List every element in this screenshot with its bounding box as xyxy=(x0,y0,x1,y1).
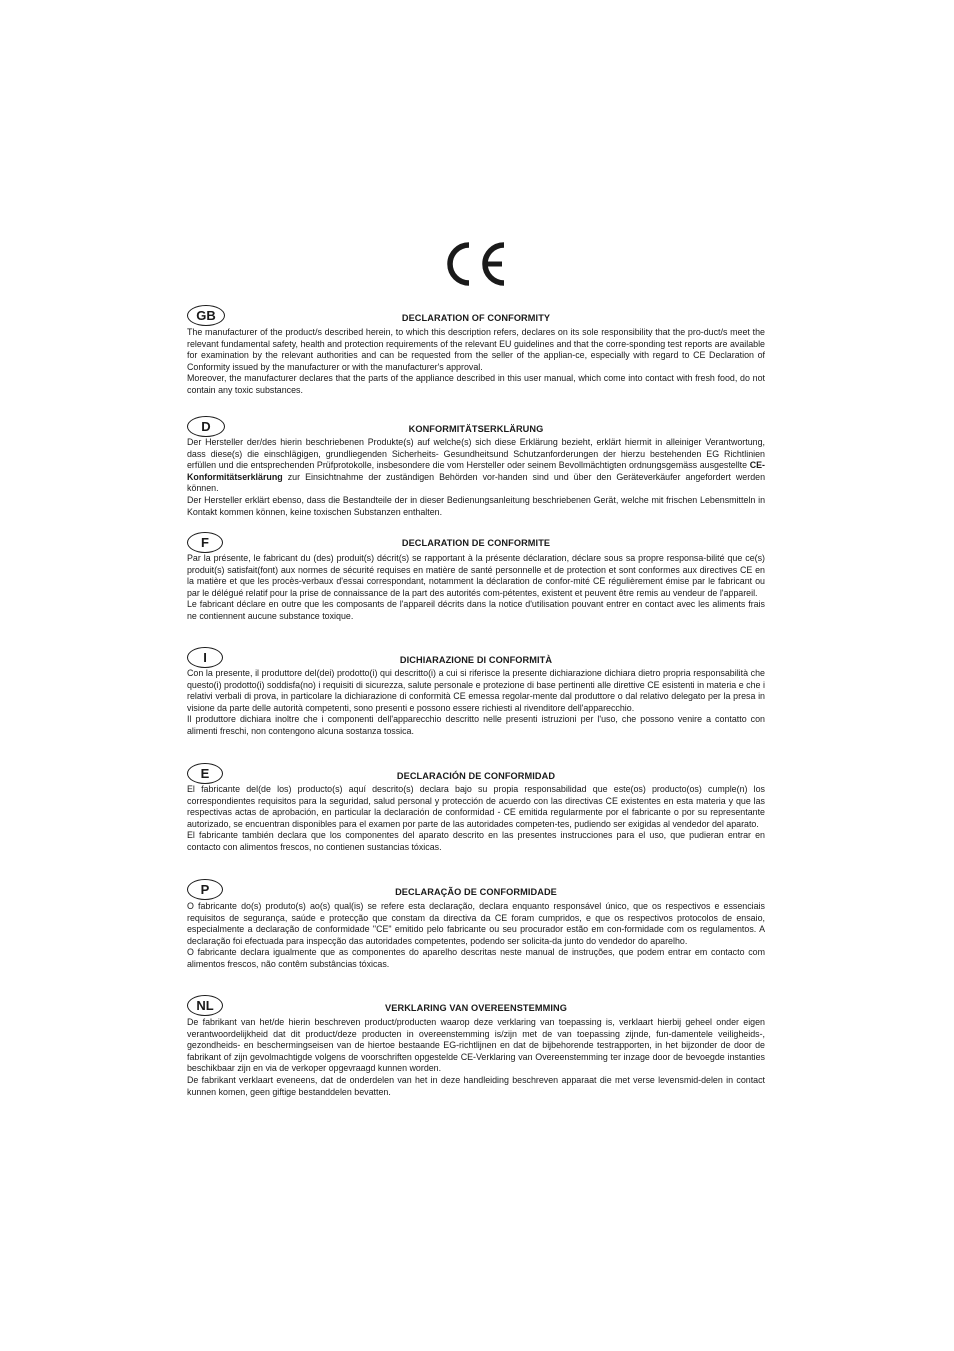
paragraph: De fabrikant verklaart eveneens, dat de onderdelen van het in deze handleiding beschreven apparaat die met verse levensmid-delen in contact kunnen komen, geen giftige bestanddelen bevatten. xyxy=(187,1074,765,1097)
ce-mark xyxy=(440,240,508,288)
section-body xyxy=(187,784,765,854)
language-badge: NL xyxy=(187,995,223,1016)
paragraph: Moreover, the manufacturer declares that the parts of the appliance described in this user manual, which come into contact with fresh food, do not contain any toxic substances. xyxy=(187,373,765,395)
section-title: DECLARATION OF CONFORMITY xyxy=(401,313,551,323)
section-title: DICHIARAZIONE DI CONFORMITÀ xyxy=(399,655,553,665)
paragraph: Le fabricant déclare en outre que les composants de l'appareil décrits dans la notice d'utilisation pouvant entrer en contact avec les aliments frais ne contiennent aucune substance toxique. xyxy=(187,599,765,621)
section-d xyxy=(187,416,765,526)
paragraph-text: Der Hersteller der/des hierin beschriebenen Produkte(s) auf welche(s) sich diese Erklärung bezieht, erklärt hiermit in alleiniger Verantwortung, dass diese(s) die einschlägigen, grundliegenden Sicherheits- Gesundheitsund Schutzanforderungen der hierzu bestehenden EG Richtlinien erfüllen und die entsprechenden Prüfprotokolle, insbesondere die vom Hersteller oder seinem Bevollmächtigten ordnungsgemäss ausgestellte xyxy=(187,437,765,471)
paragraph: The manufacturer of the product/s described herein, to which this description refers, declares on its sole responsibility that the pro-duct/s meet the relevant fundamental safety, health and protection requirements of the relevant EU guidelines and that the corre-sponding test reports are available for examination by the relevant authorities and can be requested from the seller of the applian-ce, especially with regard to CE Declaration of Conformity issued by the manufacturer or with the manufacturer's approval. xyxy=(187,327,765,372)
section-body xyxy=(187,1017,765,1098)
section-p xyxy=(187,879,765,991)
section-title: DECLARAÇÃO DE CONFORMIDADE xyxy=(395,887,557,897)
paragraph-text: zur Einsichtnahme der zuständigen Behörden vor-handen sind und über den Geräteverkäufer angefordert werden können. xyxy=(187,471,766,494)
paragraph: El fabricante del(de los) producto(s) aquí descrito(s) declara bajo su propia responsabilidad que este(os) producto(os) cumple(n) los correspondientes requisitos para la seguridad, salud personal y protección de acuerdo con las directivas CE existentes en esta materia y que las respectivas actas de aprobación, en particular la declaración de conformidad - CE emitida regularmente por el fabricante o por su representante autorizado, se encuentran disponibles para el examen por parte de las autoridades competen-tes, pudiendo ser exigidas al vendedor del aparato. xyxy=(187,784,765,829)
language-badge: F xyxy=(187,532,223,553)
ce-mark-icon xyxy=(440,240,508,288)
section-body xyxy=(187,901,765,971)
section-body xyxy=(187,327,765,397)
paragraph xyxy=(187,437,765,495)
section-body xyxy=(187,437,765,518)
paragraph: De fabrikant van het/de hierin beschreven product/producten waarop deze verklaring van toepassing is, verklaart hierbij geheel onder eigen verantwoordelijkheid dat dit product/deze producten in overeenstemming is/zijn met de van toepassing zijnde, fun-damentele veiligheids-, gezondheids- en beschermingseisen van de hiertoe bestaande EG-richtlijnen en dat de bijbehorende testrapporten, in het bijzonder de door de fabrikant of zijn gevolmachtigde volgens de voorschriften opgestelde CE-Verklaring van Overeenstemming ter inzage door de bevoegde instanties beschikbaar zijn en via de verkoper opgevraagd kunnen worden. xyxy=(187,1017,765,1074)
paragraph: Con la presente, il produttore del(dei) prodotto(i) qui descritto(i) a cui si riferisce la presente dichiarazione dichiara dietro propria responsabilità che questo(i) prodotto(i) soddisfa(no) i requisiti di sicurezza, salute personale e protezione di base pertinenti alle direttive CE esistenti in materia e che i relativi verbali di prova, in particolare la dichiarazione di conformità CE emessa regolar-mente dal produttore o dal relativo delegato per la presa in visione da parte delle autorità competenti, sono presenti e possono essere richiesti al rivenditore dell'apparecchio. xyxy=(187,668,765,713)
section-title: DECLARATION DE CONFORMITE xyxy=(401,538,551,548)
paragraph: Der Hersteller erklärt ebenso, dass die Bestandteile der in dieser Bedienungsanleitung beschriebenen Gerät, welche mit frischen Lebensmitteln in Kontakt kommen können, keine toxischen Substanzen enthalten. xyxy=(187,494,765,517)
section-gb xyxy=(187,305,765,405)
language-badge: P xyxy=(187,879,223,900)
paragraph: El fabricante también declara que los componentes del aparato descrito en las presentes instrucciones para el uso, que pudieran entrar en contacto con alimentos frescos, no contienen sustancias tóxicas. xyxy=(187,830,765,852)
language-badge: I xyxy=(187,647,223,668)
section-body xyxy=(187,553,765,623)
section-e xyxy=(187,763,765,873)
paragraph: O fabricante do(s) produto(s) ao(s) qual(is) se refere esta declaração, declara enquanto responsável único, que os respectivos e essenciais requisitos de segurança, saúde e protecção que constam da directiva da CE foram cumpridos, e que os respectivos protocolos de ensaio, especialmente a declaração de conformidade "CE" emitido pelo fabricante ou seu procurador estão em con-formidade com os regulamentos. A declaração foi efectuada para inspecção das autoridades competentes, podendo ser solicita-da junto do vendedor do aparelho. xyxy=(187,901,765,946)
language-badge: GB xyxy=(187,305,225,326)
section-title: KONFORMITÄTSERKLÄRUNG xyxy=(408,424,544,434)
section-f xyxy=(187,532,765,642)
section-title: DECLARACIÓN DE CONFORMIDAD xyxy=(396,771,556,781)
paragraph: Par la présente, le fabricant du (des) produit(s) décrit(s) se rapportant à la présente déclaration, déclare sous sa propre responsa-bilité que ce(s) produit(s) satisfait(font) aux normes de sécurité requises en matière de santé personnelle et de protection et sont conformes aux directives CE en la matière et que les procès-verbaux d'essai correspondant, notamment la déclaration de confor-mité CE régulièrement émise par le fabricant ou par le délégué relatif pour la prise de connaissance de la part des autorités com-pétentes, existent et peuvent être remis au vendeur de l'appareil. xyxy=(187,553,765,598)
section-title: VERKLARING VAN OVEREENSTEMMING xyxy=(385,1003,567,1013)
paragraph: Il produttore dichiara inoltre che i componenti dell'apparecchio descritto nelle presenti istruzioni per l'uso, che possono venire a contatto con alimenti freschi, non contengono alcuna sostanza tossica. xyxy=(187,714,765,736)
paragraph-emphasis: CE-Konformitätserklärung xyxy=(187,460,765,482)
language-badge: D xyxy=(187,416,225,437)
language-badge: E xyxy=(187,763,223,784)
section-i xyxy=(187,647,765,757)
section-nl xyxy=(187,995,765,1107)
section-body xyxy=(187,668,765,738)
paragraph: O fabricante declara igualmente que as componentes do aparelho descritas neste manual de instruções, que podem entrar em contacto com alimentos frescos, não contêm substâncias tóxicas. xyxy=(187,947,765,969)
